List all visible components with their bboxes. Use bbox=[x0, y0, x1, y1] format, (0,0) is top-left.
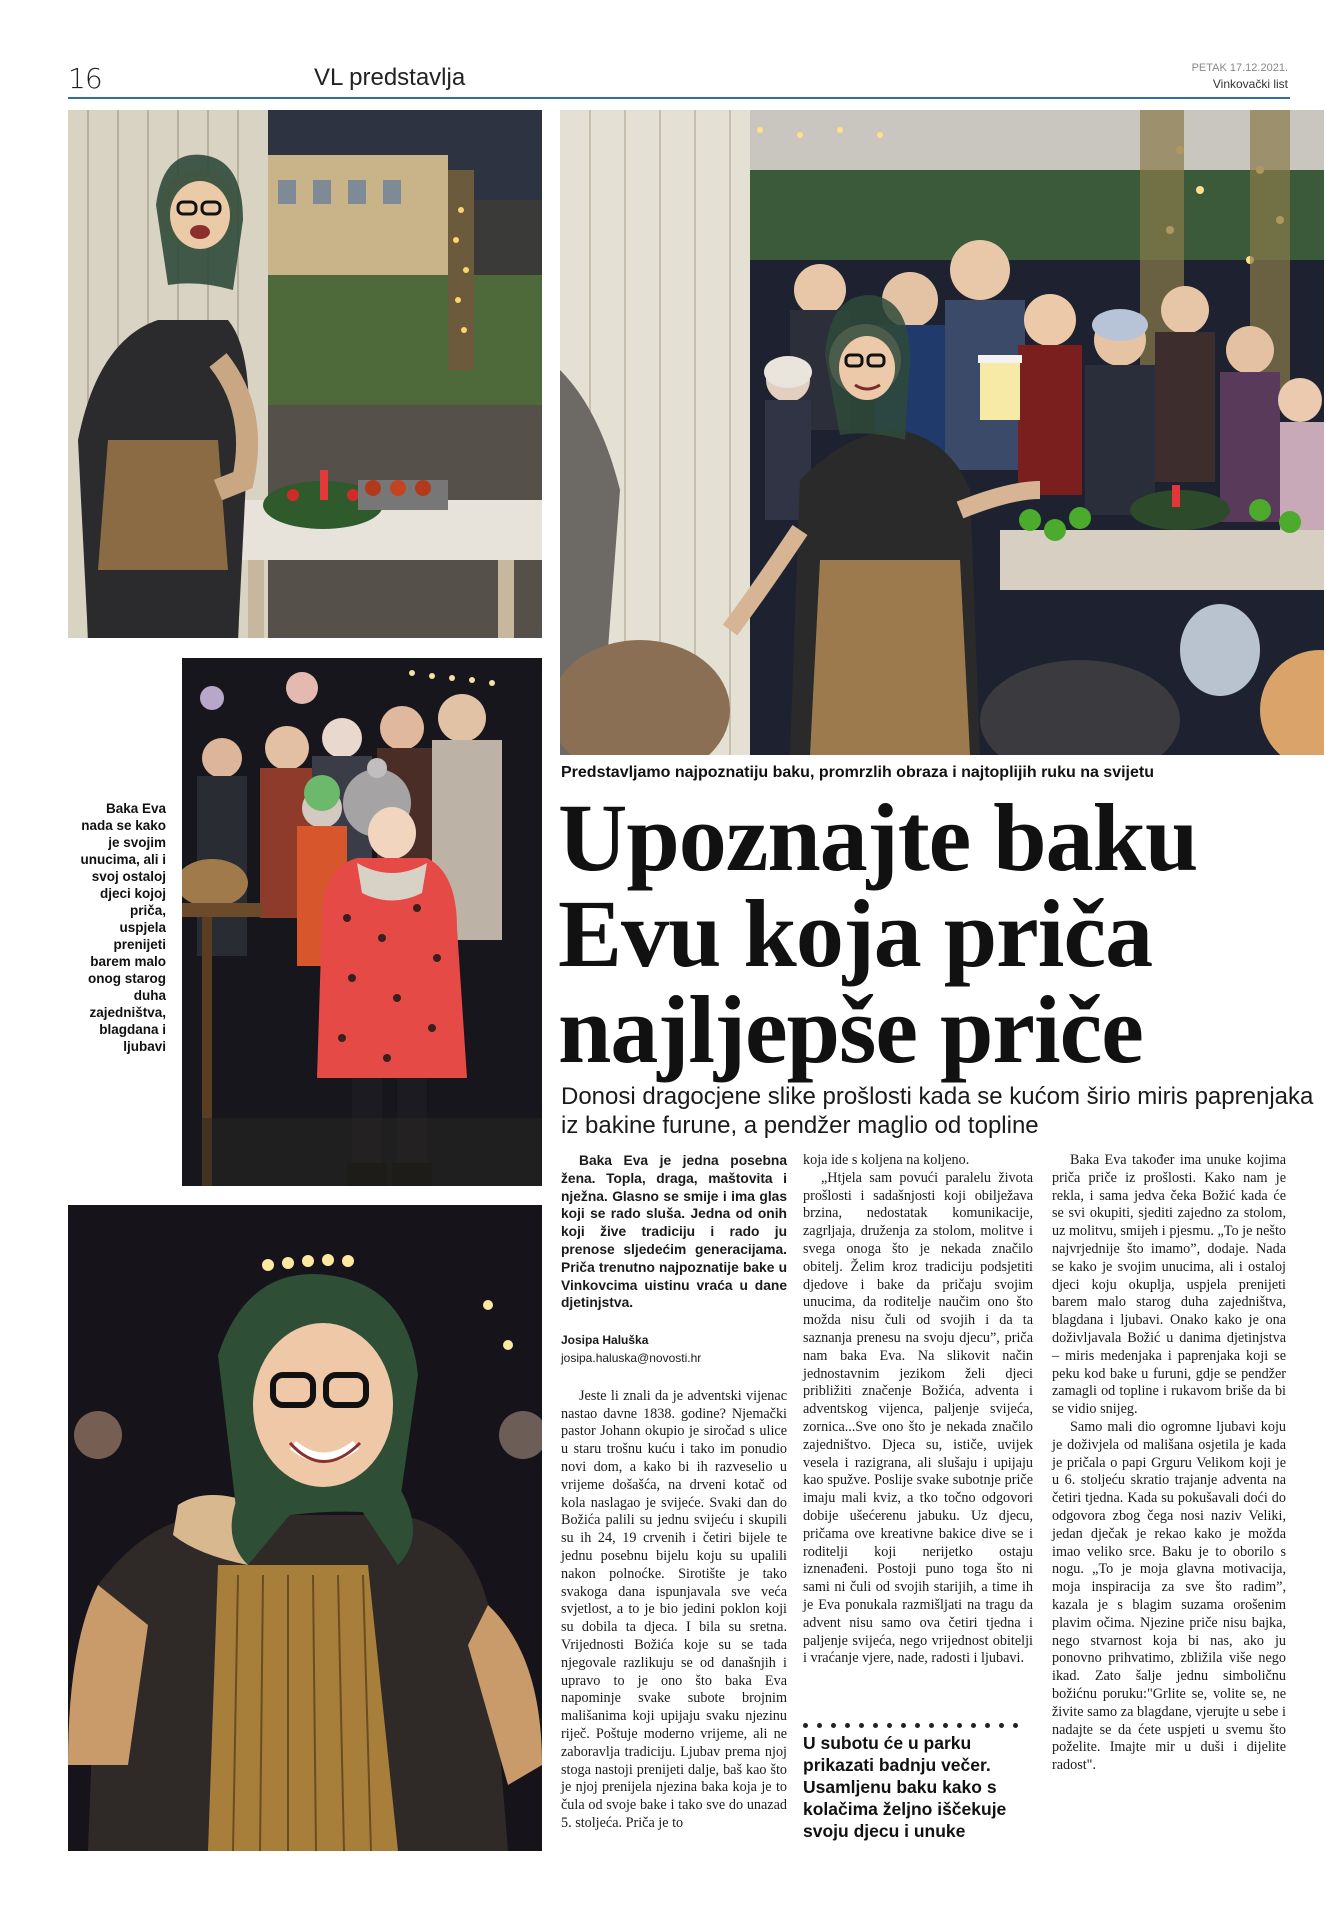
article-column-1 bbox=[561, 1152, 787, 1833]
article-paragraph: koja ide s koljena na koljeno. bbox=[803, 1152, 970, 1168]
author-name: Josipa Haluška bbox=[561, 1333, 649, 1348]
pull-quote-divider bbox=[803, 1715, 1033, 1723]
article-lead: Baka Eva je jedna posebna žena. Topla, draga, maštovita i nježna. Glasno se smije i ima glas koji se rado sluša. Jedna od onih koji žive tradiciju i rado ju prenose sljedećim generacijama. Priča trenutno najpoznatije bake u Vinkovcima uistinu vraća u dane djetinjstva. bbox=[561, 1153, 787, 1311]
article-paragraph: Jeste li znali da je adventski vijenac nastao davne 1838. godine? Njemački pastor Johann okupio je siročad s ulice u staru trošnu kuću i tako im ponudio novi dom, a kako bi ih razveselio u vrijeme došašća, na drveni kotač od kola naslagao je svijeće. Svaki dan do Božića palili su jednu svijeću i skupili su ih 24, 19 crvenih i četiri bijele te jednu posebnu bijelu koju su upalili nakon polnoćke. Sirotište je tako svakoga dana ispunjavala sve veća svjetlost, a to je bio jedini poklon koji su dobila ta djeca. I bila su sretna. Vrijednosti Božića koje su se tada njegovale razlikuju se od današnjih i upravo to je ono što baka Eva napominje svake subote brojnim mališanima koji upijaju svaku njezinu riječ. Poštuje moderno vrijeme, ali ne zaboravlja tradiciju. Ljubav prema njoj stoga nastoji prenijeti dalje, baš kao što je njoj prenijela njezina baka koja je to čula od svoje bake i tako sve do unazad 5. stoljeća. Priča je to bbox=[561, 1387, 787, 1831]
photo-grandmother-closeup bbox=[68, 1205, 542, 1851]
article-paragraph: Baka Eva također ima unuke kojima priča priče iz prošlosti. Kako nam je rekla, i sama jedva čeka Božić kada će se svi okupiti, sjediti zajedno za stolom, uz molitvu, smijeh i pjesmu. „To je nešto najvrjednije što imamo”, dodaje. Nada se kako je svojim unucima, ali i ostaloj djeci koju okuplja, uspjela prenijeti barem malo starog duha zajedništva, blagdana i ljubavi. Onako kako je ona doživljavala Božić u danima djetinjstva – miris medenjaka i paprenjaka koji se peku kod bake u furuni, gdje se pendžer zamagli od topline i rukavom briše da bi se vidio snijeg. bbox=[1052, 1152, 1286, 1418]
photo-girl-red-jacket bbox=[182, 658, 542, 1186]
author-email[interactable]: josipa.haluska@novosti.hr bbox=[561, 1350, 702, 1365]
page-number: 16 bbox=[68, 62, 102, 95]
page-header bbox=[68, 62, 1290, 98]
photo-grandmother-table bbox=[68, 110, 542, 638]
article-kicker: Predstavljamo najpoznatiju baku, promrzlih obraza i najtoplijih ruku na svijetu bbox=[561, 764, 1154, 781]
issue-date: PETAK 17.12.2021. bbox=[1191, 62, 1288, 74]
article-subheadline: Donosi dragocjene slike prošlosti kada se kućom širio miris paprenjaka iz bakine furune, a pendžer maglio od topline bbox=[561, 1083, 1314, 1139]
photo-caption: Baka Eva nada se kako je svojim unucima, ali i svoj ostalој djeci kojoj priča, uspjela prenijeti barem malo onog starog duha zajedništva, blagdana i ljubavi bbox=[80, 801, 166, 1054]
article-paragraph: Samo mali dio ogromne ljubavi koju je doživjela od mališana osjetila je kada je pričala o papi Grguru Velikom koji je u 6. stoljeću skratio trajanje adventa na četiri tjedna. Kada su pokušavali doći do odgovora zbog čega nosi naziv Veliki, jedan dječak je rekao kako je možda imao veliko srce. Baku je to oborilo s nogu. „To je moja glavna motivacija, moja inspiracija za sve što radim”, kazala je s blagim suzama orošenim plavim očima. Njezine priče nisu bajka, nego stvarnost koja bi nas, ako ju ponovno prihvatimo, zbližila više nego ikad. Zato šalje jednu simboličnu božićnu poruku:"Grlite se, volite se, ne živite samo za blagdane, vjerujte u sebe i nadajte se da ćete uspjeti u svemu što poželite. Imajte mir u duši i dijelite radost". bbox=[1052, 1418, 1286, 1774]
pull-quote: U subotu će u parku prikazati badnju večer. Usamljenu baku kako s kolačima željno iščekuje svoju djecu i unuke bbox=[803, 1733, 1007, 1841]
header-rule bbox=[68, 97, 1290, 99]
section-title: VL predstavlja bbox=[314, 64, 466, 91]
article-column-3 bbox=[1052, 1152, 1286, 1775]
article-headline: Upoznajte baku Evu koja priča najljepše priče bbox=[558, 784, 1198, 1083]
publication-name: Vinkovački list bbox=[1212, 77, 1288, 91]
article-column-2 bbox=[803, 1152, 1033, 1668]
photo-grandmother-children bbox=[560, 110, 1324, 755]
article-paragraph: „Htjela sam povući paralelu života prošlosti i sadašnjosti koji obilježava brzina, nedostatak komunikacije, zagrljaja, druženja za stolom, molitve i svega onoga što je nekada značilo obitelj. Želim kroz tradiciju podsjetiti djedove i bake da pričaju svojim unucima, da roditelje naučim ono što možda nisu čuli od svojih i da ta saznanja prenesu na svoju djecu”, priča nam baka Eva. Na slikovit način jednostavnim jezikom želi djeci približiti značenje Božića, adventa i adventskog vijenca, paljenje svijeća, zornica...Sve ono što je nekada značilo zajedništvo. Djeca su, ističe, uvijek vesela i razigrana, ali slušaju i upijaju kao spužve. Poslije svake subotnje priče imaju mali kviz, a tko točno odgovori dobije ušećerenu jabuku. Uz djecu, pričama ove kreativne bakice dive se i roditelji koji nerijetko ostaju iznenađeni. Postoji puno toga što ni sami ni čuli od svojih starijih, a time ih je Eva ponukala razmišljati na tragu da advent nisu samo ova četiri tjedna i paljenje svijeća, nego vrijednost obitelji i vraćanje vjere, nade, radosti i ljubavi. bbox=[803, 1169, 1033, 1667]
